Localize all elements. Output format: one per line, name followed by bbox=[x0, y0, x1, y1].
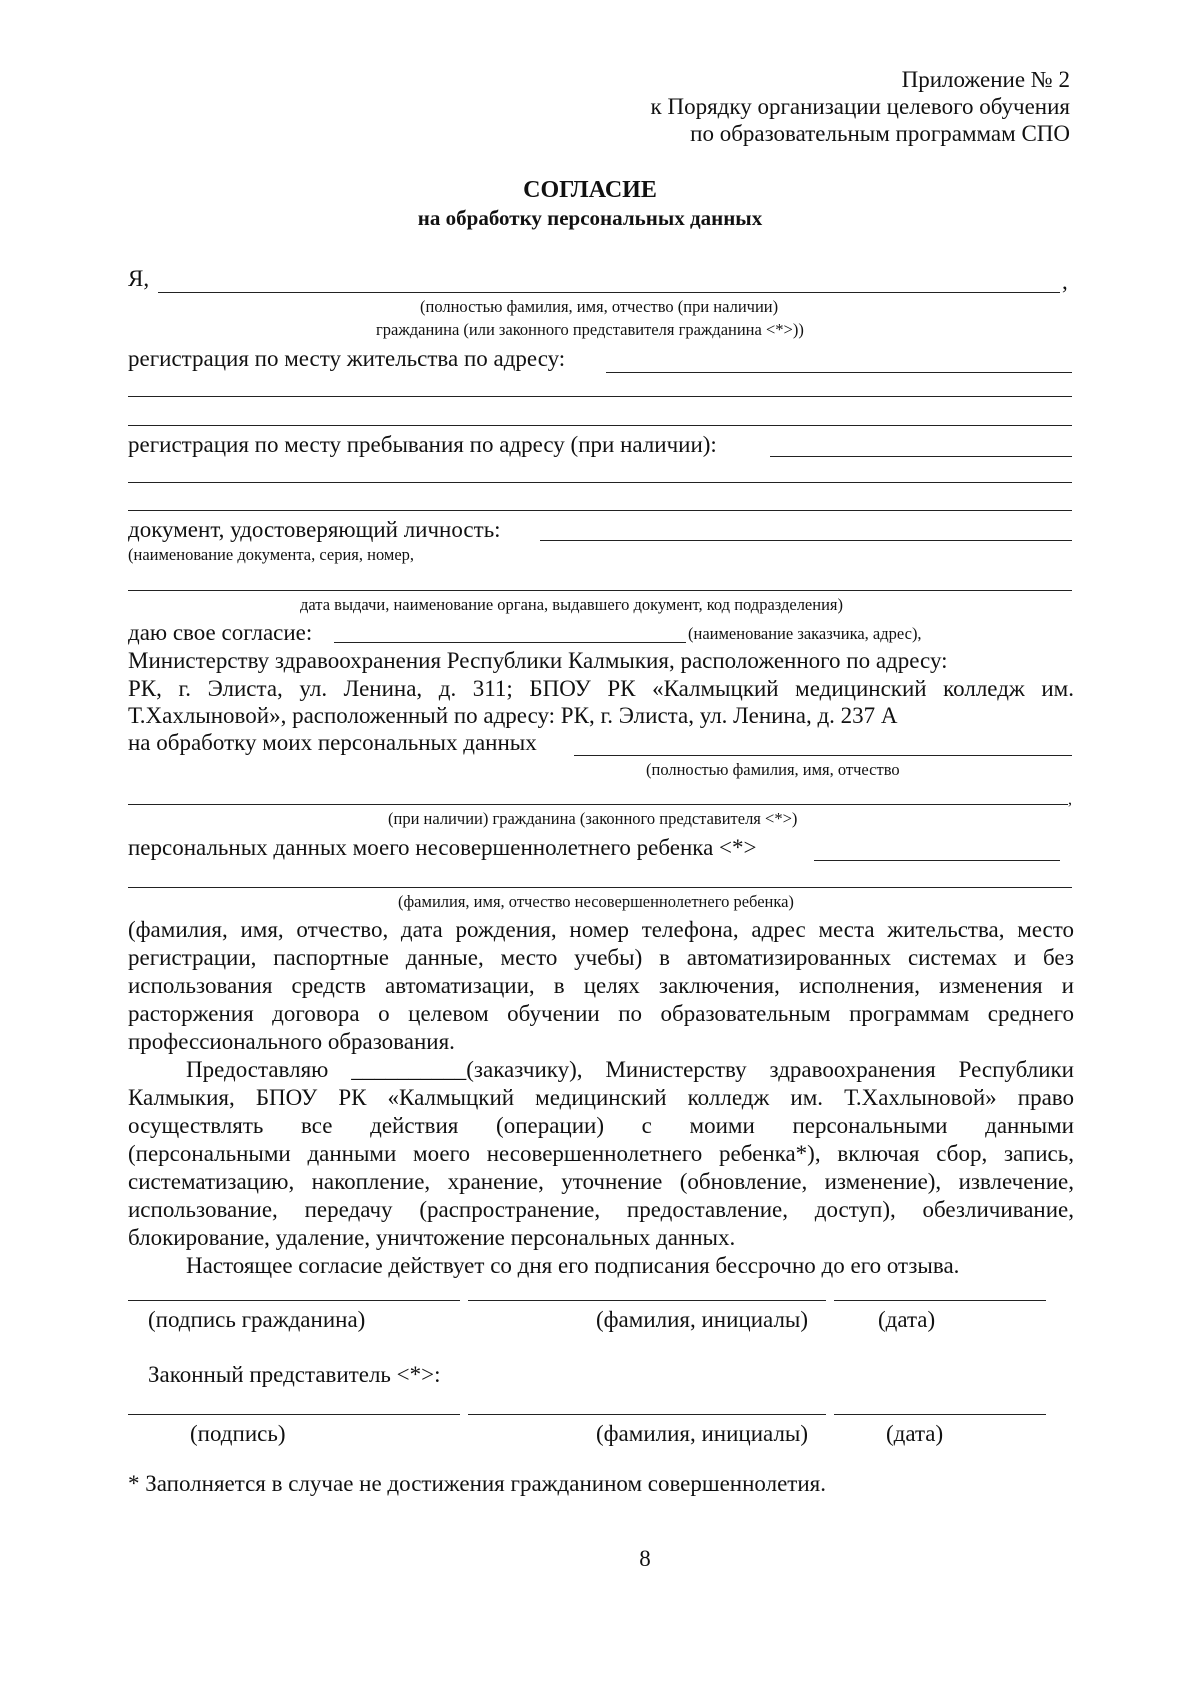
fio-hint-1: (полностью фамилия, имя, отчество bbox=[646, 760, 900, 779]
appendix-label: Приложение № 2 bbox=[901, 67, 1070, 92]
full-name-field[interactable] bbox=[158, 292, 1060, 293]
appendix-ref-line2: по образовательным программам СПО bbox=[690, 121, 1070, 146]
stay-address-line-2[interactable] bbox=[128, 482, 1072, 483]
provide-line-5: систематизацию, накопление, хранение, уточнение (обновление, изменение), извлечение, bbox=[128, 1169, 1074, 1194]
ministry-line: Министерству здравоохранения Республики Калмыкия, расположенного по адресу: bbox=[128, 648, 948, 673]
validity-line: Настоящее согласие действует со дня его подписания бессрочно до его отзыва. bbox=[186, 1253, 960, 1278]
rep-name-label: (фамилия, инициалы) bbox=[596, 1421, 809, 1446]
residence-registration-label: регистрация по месту жительства по адресу: bbox=[128, 346, 566, 371]
citizen-signature-field[interactable] bbox=[128, 1300, 460, 1301]
rep-date-field[interactable] bbox=[834, 1414, 1046, 1415]
data-list-line-3: использования средств автоматизации, в целях заключения, исполнения, изменения и bbox=[128, 973, 1074, 998]
child-name-field[interactable] bbox=[814, 860, 1060, 861]
provide-line-6: использование, передачу (распространение, предоставление, доступ), обезличивание, bbox=[128, 1197, 1074, 1222]
stay-address-line-3[interactable] bbox=[128, 510, 1072, 511]
processing-name-field[interactable] bbox=[574, 755, 1072, 756]
footnote: * Заполняется в случае не достижения гражданином совершеннолетия. bbox=[128, 1471, 826, 1496]
stay-address-field[interactable] bbox=[770, 456, 1072, 457]
residence-address-line-2[interactable] bbox=[128, 396, 1072, 397]
customer-hint: (наименование заказчика, адрес), bbox=[688, 624, 922, 643]
provide-line-4: (персональными данными моего несовершеннолетнего ребенка*), включая сбор, запись, bbox=[128, 1141, 1074, 1166]
residence-address-line-3[interactable] bbox=[128, 425, 1072, 426]
citizen-name-label: (фамилия, инициалы) bbox=[596, 1307, 809, 1332]
document-title: СОГЛАСИЕ bbox=[523, 177, 657, 203]
comma-2: , bbox=[1068, 791, 1072, 808]
residence-address-field[interactable] bbox=[606, 372, 1072, 373]
document-details-field[interactable] bbox=[128, 590, 1072, 591]
appendix-ref-line1: к Порядку организации целевого обучения bbox=[650, 94, 1070, 119]
data-list-line-4: расторжения договора о целевом обучении по образовательным программам среднего bbox=[128, 1001, 1074, 1026]
identity-document-label: документ, удостоверяющий личность: bbox=[128, 517, 501, 542]
data-list-line-1: (фамилия, имя, отчество, дата рождения, номер телефона, адрес места жительства, место bbox=[128, 917, 1074, 942]
customer-field[interactable] bbox=[334, 642, 686, 643]
data-list-line-2: регистрации, паспортные данные, место учебы) в автоматизированных системах и без bbox=[128, 945, 1074, 970]
legal-representative-label: Законный представитель <*>: bbox=[148, 1362, 441, 1387]
citizen-date-field[interactable] bbox=[834, 1300, 1046, 1301]
data-list-line-5: профессионального образования. bbox=[128, 1029, 455, 1054]
child-data-label: персональных данных моего несовершеннолетнего ребенка <*> bbox=[128, 835, 757, 860]
provide-line-1: Предоставляю __________(заказчику), Министерству здравоохранения Республики bbox=[186, 1057, 1074, 1082]
i-prefix: Я, bbox=[128, 266, 150, 291]
processing-name-field-2[interactable] bbox=[128, 804, 1068, 805]
consent-to-label: даю свое согласие: bbox=[128, 620, 313, 645]
processing-of-label: на обработку моих персональных данных bbox=[128, 730, 537, 755]
college-line-1: РК, г. Элиста, ул. Ленина, д. 311; БПОУ РК «Калмыцкий медицинский колледж им. bbox=[128, 676, 1074, 701]
college-line-2: Т.Хахлыновой», расположенный по адресу: РК, г. Элиста, ул. Ленина, д. 237 А bbox=[128, 703, 898, 728]
rep-signature-field[interactable] bbox=[128, 1414, 460, 1415]
citizen-name-field[interactable] bbox=[468, 1300, 826, 1301]
comma: , bbox=[1062, 269, 1068, 294]
child-hint: (фамилия, имя, отчество несовершеннолетнего ребенка) bbox=[398, 892, 794, 911]
full-name-hint: (полностью фамилия, имя, отчество (при наличии) bbox=[420, 297, 779, 316]
representative-hint: гражданина (или законного представителя гражданина <*>)) bbox=[376, 320, 804, 339]
child-name-field-2[interactable] bbox=[128, 887, 1072, 888]
rep-signature-label: (подпись) bbox=[190, 1421, 286, 1446]
provide-line-7: блокирование, удаление, уничтожение персональных данных. bbox=[128, 1225, 736, 1250]
document-hint-1: (наименование документа, серия, номер, bbox=[128, 545, 415, 564]
document-hint-2: дата выдачи, наименование органа, выдавшего документ, код подразделения) bbox=[300, 595, 844, 614]
page-number: 8 bbox=[639, 1546, 651, 1571]
provide-line-2: Калмыкия, БПОУ РК «Калмыцкий медицинский колледж им. Т.Хахлыновой» право bbox=[128, 1085, 1074, 1110]
citizen-date-label: (дата) bbox=[878, 1307, 936, 1332]
citizen-signature-label: (подпись гражданина) bbox=[148, 1307, 366, 1332]
document-subtitle: на обработку персональных данных bbox=[417, 206, 763, 230]
rep-name-field[interactable] bbox=[468, 1414, 826, 1415]
provide-line-3: осуществлять все действия (операции) с моими персональными данными bbox=[128, 1113, 1074, 1138]
rep-date-label: (дата) bbox=[886, 1421, 944, 1446]
fio-hint-2: (при наличии) гражданина (законного представителя <*>) bbox=[388, 809, 798, 828]
identity-document-field[interactable] bbox=[540, 540, 1072, 541]
stay-registration-label: регистрация по месту пребывания по адресу (при наличии): bbox=[128, 432, 717, 457]
